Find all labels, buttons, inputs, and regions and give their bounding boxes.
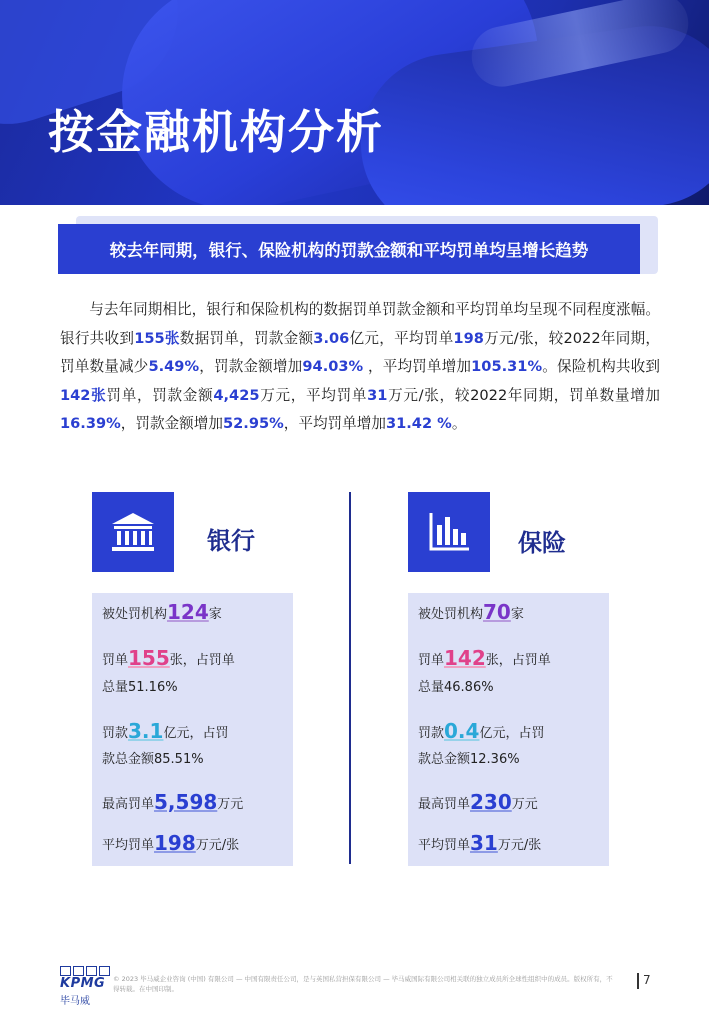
highlighted-figure: 142张 <box>60 386 107 404</box>
bank-stats-card <box>92 593 293 866</box>
paragraph-text: 与去年同期相比，银行和保险机构的数据罚单罚款金额和平均罚单均呈现不同程度涨幅。银行共收到 <box>60 301 660 347</box>
stat-label: 最高罚单 <box>418 797 471 812</box>
stat-value: 198 <box>154 831 196 855</box>
bank-tickets-row <box>102 644 235 675</box>
stat-label: 罚单 <box>102 653 129 668</box>
bank-category-icon-box <box>92 492 174 572</box>
stat-unit: 万元 <box>511 797 538 812</box>
stat-value: 3.1 <box>128 719 164 743</box>
paragraph-text: 。 <box>451 415 467 432</box>
page-number: 7 <box>643 973 651 987</box>
highlighted-figure: 105.31% <box>471 358 543 375</box>
paragraph-text: 万元/张，较2022年同期，罚单数量增加 <box>387 386 660 404</box>
column-divider <box>349 492 351 864</box>
bank-institutions-row <box>102 598 222 629</box>
highlighted-figure: 52.95% <box>222 415 284 432</box>
subtitle-banner <box>58 216 658 282</box>
stat-unit: 亿元，占罚 <box>479 726 545 741</box>
stat-label: 被处罚机构 <box>418 607 484 622</box>
subtitle-bar <box>58 224 640 274</box>
highlighted-figure: 5.49% <box>148 358 200 375</box>
bank-fines-row <box>102 717 228 748</box>
paragraph-text: 万元，平均罚单 <box>259 386 368 404</box>
insurance-tickets-share: 总量46.86% <box>418 680 494 695</box>
stat-value: 0.4 <box>444 719 480 743</box>
highlighted-figure: 4,425 <box>213 386 260 404</box>
stat-unit: 张，占罚单 <box>169 653 235 668</box>
insurance-stats-card <box>408 593 609 866</box>
stat-value: 155 <box>128 646 170 670</box>
paragraph-text: ，罚款金额增加 <box>120 415 223 432</box>
highlighted-figure: 31 <box>367 386 388 404</box>
stat-value: 230 <box>470 790 512 814</box>
summary-paragraph <box>60 296 660 439</box>
insurance-fines-share: 款总金额12.36% <box>418 752 520 767</box>
stat-value: 5,598 <box>154 790 218 814</box>
insurance-category-label: 保险 <box>518 529 566 557</box>
stat-value: 124 <box>167 600 209 624</box>
kpmg-logo-chinese: 毕马威 <box>60 996 90 1007</box>
stat-unit: 万元 <box>217 797 244 812</box>
paragraph-text: 亿元，平均罚单 <box>349 329 454 347</box>
highlighted-figure: 94.03% <box>302 358 364 375</box>
stat-unit: 亿元，占罚 <box>163 726 229 741</box>
legal-notice: © 2023 毕马威企业咨询 (中国) 有限公司 — 中国有限责任公司，是与英国私营担保有限公司 — 毕马威国际有限公司相关联的独立成员所全球性组织中的成员。版权所有，不得转载。在中国印制。 <box>113 975 613 993</box>
paragraph-text: 数据罚单，罚款金额 <box>179 329 314 347</box>
bank-avg-fine-row <box>102 829 239 860</box>
bank-building-icon <box>110 511 156 553</box>
insurance-fines-row <box>418 717 544 748</box>
stat-unit: 万元/张 <box>497 838 542 853</box>
bank-tickets-share: 总量51.16% <box>102 680 178 695</box>
kpmg-logo-boxes <box>60 966 110 976</box>
stat-value: 70 <box>483 600 511 624</box>
page-number-bar <box>637 973 639 989</box>
stat-unit: 家 <box>510 607 524 622</box>
highlighted-figure: 16.39% <box>60 415 121 432</box>
bar-chart-icon <box>427 511 471 553</box>
page-title: 按金融机构分析 <box>48 105 384 159</box>
insurance-avg-fine-row <box>418 829 541 860</box>
highlighted-figure: 3.06 <box>313 329 350 347</box>
insurance-tickets-row <box>418 644 551 675</box>
stat-unit: 万元/张 <box>195 838 240 853</box>
stat-value: 31 <box>470 831 498 855</box>
stat-label: 被处罚机构 <box>102 607 168 622</box>
paragraph-text: 罚单，罚款金额 <box>106 386 214 404</box>
stat-label: 平均罚单 <box>418 838 471 853</box>
stat-label: 最高罚单 <box>102 797 155 812</box>
hero-banner <box>0 0 709 205</box>
bank-max-fine-row <box>102 788 243 819</box>
insurance-institutions-row <box>418 598 524 629</box>
paragraph-text: ，罚款金额增加 <box>199 358 303 375</box>
paragraph-text: 。保险机构共收到 <box>542 358 660 375</box>
subtitle-text: 较去年同期，银行、保险机构的罚款金额和平均罚单均呈增长趋势 <box>109 241 589 260</box>
stat-label: 平均罚单 <box>102 838 155 853</box>
highlighted-figure: 155张 <box>134 329 180 347</box>
highlighted-figure: 198 <box>453 329 484 347</box>
insurance-category-icon-box <box>408 492 490 572</box>
bank-category-label: 银行 <box>207 527 255 555</box>
paragraph-text: ，平均罚单增加 <box>363 358 472 375</box>
stat-label: 罚单 <box>418 653 445 668</box>
stat-unit: 张，占罚单 <box>485 653 551 668</box>
paragraph-text: 万元/张，较2022年同期，罚单数量减少 <box>60 329 660 375</box>
insurance-max-fine-row <box>418 788 538 819</box>
stat-unit: 家 <box>208 607 222 622</box>
highlighted-figure: 31.42 % <box>385 415 452 432</box>
bank-fines-share: 款总金额85.51% <box>102 752 204 767</box>
kpmg-logo: KPMG <box>60 976 106 991</box>
stat-value: 142 <box>444 646 486 670</box>
stat-label: 罚款 <box>102 726 129 741</box>
paragraph-text: ，平均罚单增加 <box>283 415 386 432</box>
stat-label: 罚款 <box>418 726 445 741</box>
